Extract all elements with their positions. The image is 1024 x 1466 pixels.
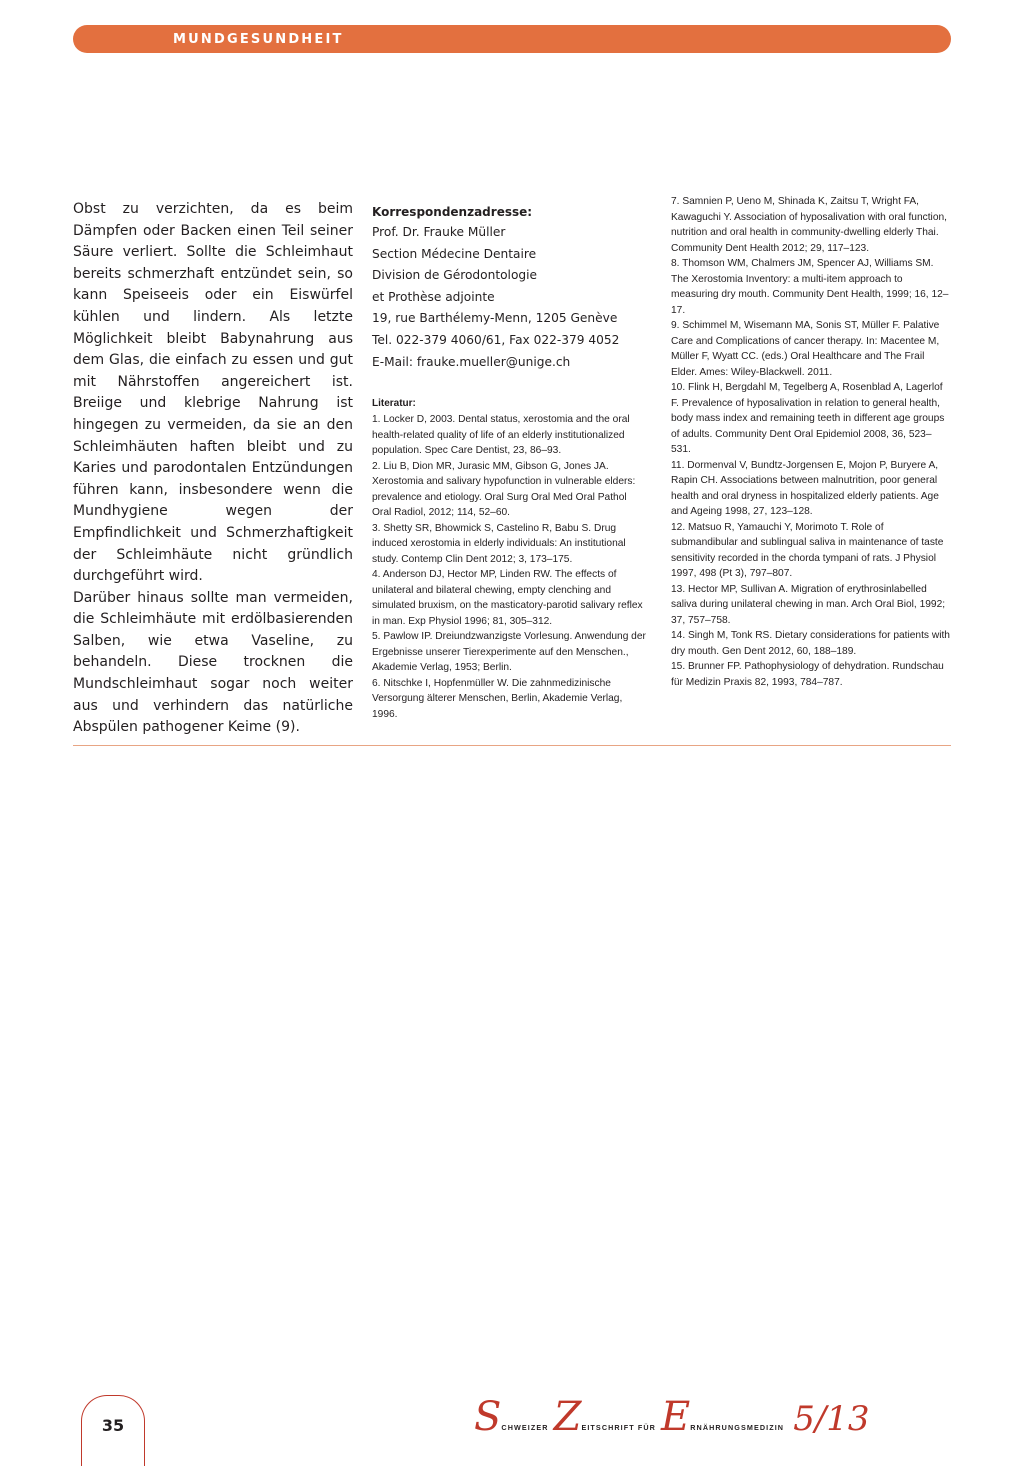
reference-item: 13. Hector MP, Sullivan A. Migration of erythrosinlabelled saliva during unilateral chewing in man. Arch Oral Biol, 1992; 37, 757–758. <box>671 583 946 626</box>
journal-logo-s: S <box>474 1394 502 1440</box>
journal-logo <box>474 1394 870 1440</box>
literature-heading: Literatur: <box>372 398 416 410</box>
reference-item: 11. Dormenval V, Bundtz-Jorgensen E, Mojon P, Buryere A, Rapin CH. Associations between malnutrition, poor general health and oral dryness in hospitalized elderly patients. Age and Ageing 1998, 27, 123–128. <box>671 459 939 517</box>
journal-logo-word: EITSCHRIFT FÜR <box>581 1423 656 1432</box>
body-paragraph-2: Darüber hinaus sollte man vermeiden, die Schleimhäute mit erdölbasierenden Salben, wie etwa Vaseline, zu behandeln. Diese trocknen die Mundschleimhaut sogar noch weiter aus und verhindern das natürliche Abspülen pathogener Keime (9). <box>73 589 353 736</box>
section-title: MUNDGESUNDHEIT <box>173 32 344 47</box>
journal-logo-word: CHWEIZER <box>501 1423 549 1432</box>
correspondence-heading: Korrespondenzadresse: <box>372 205 533 219</box>
body-text-column <box>73 199 353 739</box>
reference-item: 10. Flink H, Bergdahl M, Tegelberg A, Rosenblad A, Lagerlof F. Prevalence of hyposalivation in relation to general health, body mass index and remaining teeth in different age groups of adults. Community Dent Oral Epidemiol 2008, 36, 523–531. <box>671 382 945 455</box>
reference-item: 15. Brunner FP. Pathophysiology of dehydration. Rundschau für Medizin Praxis 82, 1993, 784–787. <box>671 661 944 688</box>
correspondence-line: Division de Gérodontologie <box>372 268 538 283</box>
page-number-tab <box>81 1395 145 1466</box>
section-header-bar <box>73 25 951 53</box>
section-divider <box>73 745 951 746</box>
journal-logo-z: Z <box>553 1394 582 1440</box>
reference-item: 12. Matsuo R, Yamauchi Y, Morimoto T. Role of submandibular and sublingual saliva in maintenance of taste sensitivity recorded in the chorda tympani of rats. J Physiol 1997, 498 (Pt 3), 797–807. <box>671 521 944 579</box>
body-paragraph-1: Obst zu verzichten, da es beim Dämpfen oder Backen einen Teil seiner Säure verliert. Sollte die Schleimhaut bereits schmerzhaft entzündet sein, so kann Speiseeis oder ein Eiswürfel kühlen und lindern. Als letzte Möglichkeit bleibt Babynahrung aus dem Glas, die einfach zu essen und gut mit Nährstoffen angereichert ist. Breiige und klebrige Nahrung ist hingegen zu vermeiden, da sie an den Schleimhäuten haften bleibt und zu Karies und parodontalen Entzündungen führen kann, insbesondere wenn die Mundhygiene wegen der Empfindlichkeit und Schmerzhaftigkeit der Schleimhäute nicht gründlich durchgeführt wird. <box>73 201 353 585</box>
reference-item: 7. Samnien P, Ueno M, Shinada K, Zaitsu T, Wright FA, Kawaguchi Y. Association of hyposalivation with oral function, nutrition and oral health in community-dwelling elderly Thai. Community Dent Health 2012; 29, 117–123. <box>671 196 947 254</box>
reference-item: 5. Pawlow IP. Dreiundzwanzigste Vorlesung. Anwendung der Ergebnisse unserer Tierexperimente auf den Menschen., Akademie Verlag, 1953; Berlin. <box>372 631 646 674</box>
page-number: 35 <box>101 1416 125 1435</box>
reference-item: 9. Schimmel M, Wisemann MA, Sonis ST, Müller F. Palative Care and Complications of cancer therapy. In: Macentee M, Müller F, Wyatt CC. (eds.) Oral Healthcare and The Frail Elder. Ames: Wiley-Blackwell. 2011. <box>671 320 940 378</box>
journal-issue: 5/13 <box>793 1399 870 1439</box>
correspondence-line: et Prothèse adjointe <box>372 289 495 304</box>
correspondence-email[interactable]: E-Mail: frauke.mueller@unige.ch <box>372 354 571 369</box>
reference-item: 1. Locker D, 2003. Dental status, xerostomia and the oral health-related quality of life of an elderly institutionalized population. Spec Care Dentist, 23, 86–93. <box>372 414 630 457</box>
correspondence-line: Tel. 022-379 4060/61, Fax 022-379 4052 <box>372 332 620 347</box>
correspondence-line: Prof. Dr. Frauke Müller <box>372 225 506 239</box>
reference-item: 3. Shetty SR, Bhowmick S, Castelino R, Babu S. Drug induced xerostomia in elderly individuals: An institutional study. Contemp Clin Dent 2012; 3, 173–175. <box>372 522 626 565</box>
correspondence-line: 19, rue Barthélemy-Menn, 1205 Genève <box>372 311 618 326</box>
reference-item: 14. Singh M, Tonk RS. Dietary considerations for patients with dry mouth. Gen Dent 2012, 60, 188–189. <box>671 630 950 657</box>
reference-item: 6. Nitschke I, Hopfenmüller W. Die zahnmedizinische Versorgung älterer Menschen, Berlin, Akademie Verlag, 1996. <box>372 677 623 720</box>
reference-item: 4. Anderson DJ, Hector MP, Linden RW. The effects of unilateral and bilateral chewing, empty clenching and simulated bruxism, on the masticatory-parotid salivary reflex in man. Exp Physiol 1996; 81, 305–312. <box>372 569 643 627</box>
references-column <box>671 194 951 690</box>
reference-item: 2. Liu B, Dion MR, Jurasic MM, Gibson G, Jones JA. Xerostomia and salivary hypofunction in vulnerable elders: prevalence and etiology. Oral Surg Oral Med Oral Pathol Oral Radiol, 2012; 114, 52–60. <box>372 460 636 519</box>
reference-item: 8. Thomson WM, Chalmers JM, Spencer AJ, Williams SM. The Xerostomia Inventory: a multi-item approach to measuring dry mouth. Community Dent Health, 1999; 16, 12–17. <box>671 258 949 316</box>
correspondence-and-references-column <box>372 202 652 722</box>
journal-logo-e: E <box>661 1394 691 1440</box>
journal-logo-word: RNÄHRUNGSMEDIZIN <box>690 1423 785 1432</box>
correspondence-line: Section Médecine Dentaire <box>372 246 537 261</box>
